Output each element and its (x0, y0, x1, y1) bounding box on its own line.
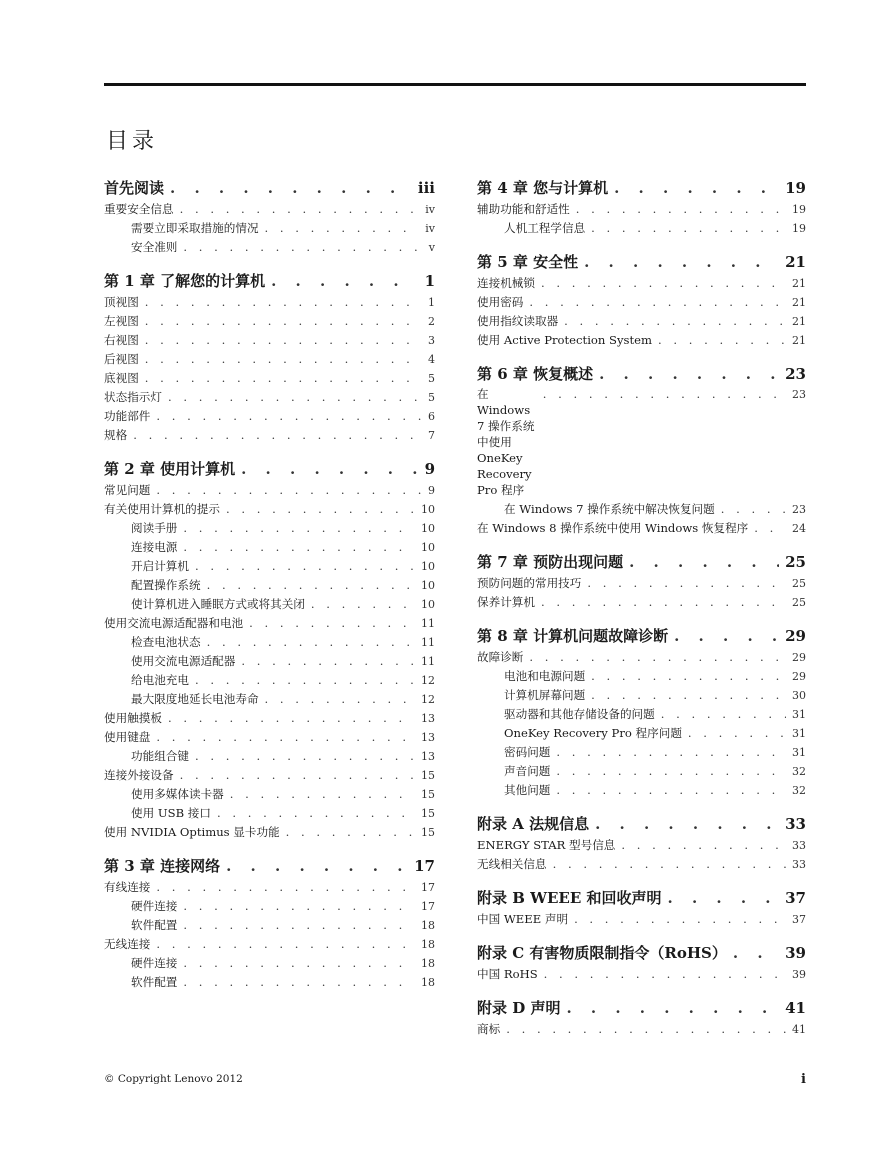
toc-entry-label: 连接机械锁 (477, 276, 535, 290)
dot-leader (156, 481, 422, 500)
dot-leader (621, 836, 786, 855)
toc-subentry[interactable] (104, 747, 435, 766)
toc-entry-label: 在 Windows 7 操作系统中解决恢复问题 (504, 502, 715, 516)
dot-leader (541, 274, 786, 293)
dot-leader (180, 766, 415, 785)
dot-leader (145, 293, 422, 312)
toc-page-number: 25 (785, 553, 806, 571)
toc-entry-label: 配置操作系统 (131, 578, 201, 592)
dot-leader (595, 812, 779, 836)
toc-subentry[interactable] (477, 724, 806, 743)
dot-leader (556, 743, 786, 762)
toc-subentry[interactable] (104, 238, 435, 257)
dot-leader (544, 965, 786, 984)
toc-entry-label: 使用交流电源适配器 (131, 654, 236, 668)
toc-page-number: iv (425, 203, 435, 216)
dot-leader (587, 574, 786, 593)
dot-leader (133, 426, 422, 445)
toc-entry-label: 第 5 章 安全性 (477, 253, 579, 271)
dot-leader (156, 878, 415, 897)
dot-leader (195, 747, 415, 766)
dot-leader (668, 886, 780, 910)
dot-leader (265, 219, 420, 238)
dot-leader (183, 519, 415, 538)
toc-page-number: 30 (792, 689, 806, 702)
dot-leader (556, 762, 786, 781)
toc-entry[interactable] (104, 369, 435, 388)
toc-page-number: 13 (421, 712, 435, 725)
dot-leader (629, 550, 779, 574)
toc-entry-label: 密码问题 (504, 745, 551, 759)
toc-entry[interactable] (477, 648, 806, 667)
toc-chapter-heading[interactable] (477, 812, 806, 836)
toc-subentry[interactable] (104, 804, 435, 823)
toc-page-number: 13 (421, 731, 435, 744)
toc-chapter-heading[interactable] (104, 176, 435, 200)
toc-entry-label: 连接电源 (131, 540, 178, 554)
toc-subentry[interactable] (104, 671, 435, 690)
toc-chapter-heading[interactable] (477, 250, 806, 274)
toc-page-number: 41 (792, 1023, 806, 1036)
toc-entry-label: 底视图 (104, 371, 139, 385)
toc-entry-label: 故障诊断 (477, 650, 524, 664)
dot-leader (556, 781, 786, 800)
toc-entry-label: 驱动器和其他存储设备的问题 (504, 707, 655, 721)
dot-leader (754, 519, 786, 538)
toc-entry-label: 左视图 (104, 314, 139, 328)
toc-right-column (477, 176, 806, 1039)
toc-page-number: 23 (792, 503, 806, 516)
toc-entry-label: 规格 (104, 428, 128, 442)
toc-entry-label: 第 7 章 预防出现问题 (477, 553, 624, 571)
toc-page-number: 10 (421, 560, 435, 573)
dot-leader (506, 1020, 786, 1039)
toc-subentry[interactable] (104, 576, 435, 595)
toc-entry-label: 功能组合键 (131, 749, 189, 763)
toc-entry[interactable] (104, 709, 435, 728)
toc-page-number: 25 (792, 577, 806, 590)
dot-leader (566, 996, 779, 1020)
toc-page-number: 33 (792, 858, 806, 871)
toc-entry-label: 阅读手册 (131, 521, 178, 535)
dot-leader (721, 500, 786, 519)
toc-page-number: 11 (421, 617, 435, 630)
toc-entry[interactable] (477, 386, 806, 500)
toc-page-number: 12 (421, 674, 435, 687)
toc-page-number: iv (425, 222, 435, 235)
toc-entry-label: 开启计算机 (131, 559, 189, 573)
toc-entry[interactable] (104, 500, 435, 519)
toc-page-number: 19 (785, 179, 806, 197)
toc-page-number: 18 (421, 919, 435, 932)
dot-leader (591, 667, 786, 686)
toc-entry-label: 使计算机进入睡眠方式或将其关闭 (131, 597, 305, 611)
toc-subentry[interactable] (104, 519, 435, 538)
toc-page-number: 19 (792, 203, 806, 216)
toc-entry[interactable] (104, 823, 435, 842)
toc-subentry[interactable] (477, 743, 806, 762)
dot-leader (265, 690, 415, 709)
dot-leader (168, 388, 422, 407)
toc-entry-label: 在 Windows 8 操作系统中使用 Windows 恢复程序 (477, 521, 749, 535)
toc-page-number: 15 (421, 807, 435, 820)
toc-subentry[interactable] (477, 705, 806, 724)
toc-page-number: 21 (792, 315, 806, 328)
toc-entry-label: 硬件连接 (131, 956, 178, 970)
toc-page-number: 10 (421, 598, 435, 611)
toc-page-number: 18 (421, 938, 435, 951)
toc-entry[interactable] (104, 388, 435, 407)
toc-page-number: iii (417, 179, 435, 197)
toc-subentry[interactable] (104, 219, 435, 238)
dot-leader (145, 331, 422, 350)
dot-leader (529, 293, 786, 312)
toc-page-number: 31 (792, 727, 806, 740)
toc-chapter-heading[interactable] (477, 550, 806, 574)
dot-leader (564, 312, 786, 331)
toc-page-number: 15 (421, 769, 435, 782)
dot-leader (183, 238, 422, 257)
toc-entry[interactable] (477, 293, 806, 312)
page-number: i (801, 1072, 806, 1087)
toc-page-number: 39 (792, 968, 806, 981)
toc-entry-label: 右视图 (104, 333, 139, 347)
toc-entry-label: 无线连接 (104, 937, 151, 951)
dot-leader (230, 785, 415, 804)
dot-leader (156, 935, 415, 954)
toc-entry[interactable] (104, 293, 435, 312)
dot-leader (183, 897, 415, 916)
dot-leader (217, 804, 415, 823)
toc-page-number: 11 (421, 655, 435, 668)
toc-entry-label: 在 Windows 7 操作系统中使用 OneKey Recovery Pro 程序 (477, 387, 535, 497)
toc-entry-label: 首先阅读 (104, 179, 165, 197)
toc-entry-label: 连接外接设备 (104, 768, 174, 782)
toc-entry-label: 顶视图 (104, 295, 139, 309)
toc-entry-label: 附录 C 有害物质限制指令（RoHS） (477, 944, 727, 962)
toc-page-number: 25 (792, 596, 806, 609)
toc-entry-label: 附录 D 声明 (477, 999, 561, 1017)
toc-page-number: 21 (792, 334, 806, 347)
toc-entry[interactable] (477, 519, 806, 538)
toc-entry-label: 第 3 章 连接网络 (104, 857, 221, 875)
toc-subentry[interactable] (477, 667, 806, 686)
toc-page-number: 32 (792, 765, 806, 778)
dot-leader (226, 854, 408, 878)
toc-subentry[interactable] (104, 897, 435, 916)
toc-page-number: 10 (421, 579, 435, 592)
toc-chapter-heading[interactable] (477, 941, 806, 965)
toc-page-number: 19 (792, 222, 806, 235)
toc-entry-label: ENERGY STAR 型号信息 (477, 838, 616, 852)
toc-chapter-heading[interactable] (104, 269, 435, 293)
toc-entry[interactable] (477, 200, 806, 219)
toc-subentry[interactable] (477, 686, 806, 705)
toc-entry-label: 第 6 章 恢复概述 (477, 365, 594, 383)
toc-page-number: 29 (792, 651, 806, 664)
dot-leader (591, 219, 786, 238)
toc-page-number: 10 (421, 503, 435, 516)
toc-page-number: 9 (428, 484, 435, 497)
toc-entry-label: 第 8 章 计算机问题故障诊断 (477, 627, 669, 645)
toc-entry-label: 辅助功能和舒适性 (477, 202, 570, 216)
toc-page-number: 21 (792, 296, 806, 309)
dot-leader (658, 331, 786, 350)
dot-leader (168, 709, 415, 728)
dot-leader (543, 386, 786, 402)
dot-leader (286, 823, 415, 842)
dot-leader (553, 855, 786, 874)
toc-entry[interactable] (477, 855, 806, 874)
toc-entry[interactable] (477, 910, 806, 929)
dot-leader (145, 312, 422, 331)
toc-subentry[interactable] (104, 785, 435, 804)
toc-entry[interactable] (104, 878, 435, 897)
toc-subentry[interactable] (104, 595, 435, 614)
toc-page-number: 29 (785, 627, 806, 645)
toc-chapter-heading[interactable] (104, 854, 435, 878)
toc-entry-label: 预防问题的常用技巧 (477, 576, 582, 590)
toc-entry-label: 使用触摸板 (104, 711, 162, 725)
toc-page-number: 15 (421, 788, 435, 801)
toc-subentry[interactable] (104, 690, 435, 709)
dot-leader (241, 652, 415, 671)
toc-entry[interactable] (477, 965, 806, 984)
toc-page-number: 41 (785, 999, 806, 1017)
toc-entry-label: 有线连接 (104, 880, 151, 894)
toc-entry-label: 第 4 章 您与计算机 (477, 179, 609, 197)
toc-entry-label: 计算机屏幕问题 (504, 688, 586, 702)
toc-subentry[interactable] (477, 762, 806, 781)
toc-page-number: 24 (792, 522, 806, 535)
toc-entry-label: 使用交流电源适配器和电池 (104, 616, 244, 630)
dot-leader (180, 200, 420, 219)
dot-leader (311, 595, 415, 614)
toc-page-number: 32 (792, 784, 806, 797)
dot-leader (170, 176, 412, 200)
toc-entry[interactable] (477, 331, 806, 350)
toc-page-number: 18 (421, 976, 435, 989)
toc-page-number: 5 (428, 391, 435, 404)
toc-page-number: 18 (421, 957, 435, 970)
toc-chapter-heading[interactable] (477, 624, 806, 648)
dot-leader (183, 538, 415, 557)
toc-page-number: 1 (428, 296, 435, 309)
dot-leader (271, 269, 418, 293)
toc-page-number: 9 (424, 460, 435, 478)
dot-leader (584, 250, 779, 274)
toc-entry-label: 无线相关信息 (477, 857, 547, 871)
top-rule (104, 83, 806, 86)
toc-page-number: 1 (424, 272, 435, 290)
dot-leader (145, 350, 422, 369)
toc-chapter-heading[interactable] (104, 457, 435, 481)
toc-page-number: 17 (421, 900, 435, 913)
dot-leader (207, 633, 415, 652)
toc-entry-label: 商标 (477, 1022, 501, 1036)
toc-entry[interactable] (477, 593, 806, 612)
toc-page-number: v (428, 241, 435, 254)
toc-entry-label: 声音问题 (504, 764, 551, 778)
dot-leader (195, 557, 415, 576)
toc-entry-label: 保养计算机 (477, 595, 535, 609)
dot-leader (195, 671, 415, 690)
toc-entry-label: 软件配置 (131, 975, 178, 989)
toc-chapter-heading[interactable] (477, 176, 806, 200)
toc-entry-label: 附录 B WEEE 和回收声明 (477, 889, 662, 907)
toc-entry[interactable] (104, 200, 435, 219)
toc-entry-label: 功能部件 (104, 409, 151, 423)
toc-page-number: 11 (421, 636, 435, 649)
toc-entry[interactable] (477, 574, 806, 593)
toc-page-number: 5 (428, 372, 435, 385)
toc-entry-label: 第 1 章 了解您的计算机 (104, 272, 266, 290)
toc-entry-label: 常见问题 (104, 483, 151, 497)
toc-page-number: 15 (421, 826, 435, 839)
toc-entry[interactable] (104, 766, 435, 785)
toc-entry-label: 后视图 (104, 352, 139, 366)
toc-entry-label: 中国 RoHS (477, 967, 538, 981)
toc-page-number: 13 (421, 750, 435, 763)
toc-page-number: 33 (785, 815, 806, 833)
toc-entry-label: 使用键盘 (104, 730, 151, 744)
page-title: 目录 (106, 129, 159, 154)
toc-page-number: 4 (428, 353, 435, 366)
toc-entry-label: 中国 WEEE 声明 (477, 912, 569, 926)
toc-page-number: 10 (421, 522, 435, 535)
toc-page-number: 17 (414, 857, 435, 875)
copyright-notice: © Copyright Lenovo 2012 (104, 1073, 243, 1085)
dot-leader (249, 614, 415, 633)
toc-entry-label: 状态指示灯 (104, 390, 162, 404)
toc-page-number: 12 (421, 693, 435, 706)
toc-subentry[interactable] (104, 557, 435, 576)
toc-page-number: 31 (792, 746, 806, 759)
toc-subentry[interactable] (104, 916, 435, 935)
toc-entry-label: 软件配置 (131, 918, 178, 932)
dot-leader (241, 457, 418, 481)
toc-page-number: 10 (421, 541, 435, 554)
toc-entry[interactable] (477, 836, 806, 855)
toc-entry[interactable] (104, 728, 435, 747)
toc-entry-label: 使用密码 (477, 295, 524, 309)
dot-leader (156, 728, 415, 747)
toc-entry-label: 最大限度地延长电池寿命 (131, 692, 259, 706)
toc-entry[interactable] (104, 331, 435, 350)
dot-leader (226, 500, 415, 519)
dot-leader (661, 705, 786, 724)
toc-page-number: 3 (428, 334, 435, 347)
dot-leader (599, 362, 779, 386)
dot-leader (674, 624, 779, 648)
toc-entry[interactable] (104, 614, 435, 633)
toc-entry[interactable] (477, 312, 806, 331)
toc-chapter-heading[interactable] (477, 996, 806, 1020)
toc-page-number: 7 (428, 429, 435, 442)
toc-page-number: 6 (428, 410, 435, 423)
toc-chapter-heading[interactable] (477, 886, 806, 910)
toc-subentry[interactable] (104, 633, 435, 652)
dot-leader (591, 686, 786, 705)
toc-entry-label: 人机工程学信息 (504, 221, 586, 235)
toc-subentry[interactable] (477, 500, 806, 519)
toc-entry-label: 其他问题 (504, 783, 551, 797)
toc-entry-label: 使用 USB 接口 (131, 806, 211, 820)
toc-subentry[interactable] (104, 538, 435, 557)
toc-entry-label: 使用指纹读取器 (477, 314, 559, 328)
toc-page-number: 23 (792, 388, 806, 401)
toc-entry[interactable] (104, 407, 435, 426)
dot-leader (688, 724, 786, 743)
toc-entry[interactable] (104, 312, 435, 331)
toc-entry-label: 硬件连接 (131, 899, 178, 913)
toc-page-number: 21 (785, 253, 806, 271)
toc-entry[interactable] (477, 274, 806, 293)
toc-entry-label: 需要立即采取措施的情况 (131, 221, 259, 235)
toc-subentry[interactable] (104, 973, 435, 992)
toc-page-number: 39 (785, 944, 806, 962)
toc-entry-label: 使用 NVIDIA Optimus 显卡功能 (104, 825, 280, 839)
toc-page-number: 31 (792, 708, 806, 721)
toc-entry[interactable] (104, 426, 435, 445)
dot-leader (183, 954, 415, 973)
dot-leader (733, 941, 779, 965)
toc-page-number: 17 (421, 881, 435, 894)
dot-leader (614, 176, 779, 200)
toc-entry-label: 安全准则 (131, 240, 178, 254)
toc-entry-label: 电池和电源问题 (504, 669, 586, 683)
toc-page-number: 2 (428, 315, 435, 328)
toc-entry[interactable] (477, 1020, 806, 1039)
toc-subentry[interactable] (104, 652, 435, 671)
toc-entry[interactable] (104, 935, 435, 954)
dot-leader (576, 200, 786, 219)
toc-entry-label: 使用多媒体读卡器 (131, 787, 224, 801)
toc-page-number: 37 (792, 913, 806, 926)
toc-page-number: 37 (785, 889, 806, 907)
toc-entry-label: OneKey Recovery Pro 程序问题 (504, 726, 682, 740)
toc-entry-label: 有关使用计算机的提示 (104, 502, 220, 516)
toc-entry-label: 第 2 章 使用计算机 (104, 460, 236, 478)
toc-subentry[interactable] (477, 781, 806, 800)
dot-leader (156, 407, 422, 426)
toc-left-column (104, 176, 435, 992)
toc-page-number: 29 (792, 670, 806, 683)
toc-entry-label: 重要安全信息 (104, 202, 174, 216)
dot-leader (183, 916, 415, 935)
toc-subentry[interactable] (104, 954, 435, 973)
toc-page-number: 21 (792, 277, 806, 290)
toc-page-number: 23 (785, 365, 806, 383)
toc-entry-label: 检查电池状态 (131, 635, 201, 649)
toc-subentry[interactable] (477, 219, 806, 238)
dot-leader (183, 973, 415, 992)
dot-leader (541, 593, 786, 612)
toc-entry[interactable] (104, 481, 435, 500)
dot-leader (529, 648, 786, 667)
toc-entry-label: 给电池充电 (131, 673, 189, 687)
toc-page-number: 33 (792, 839, 806, 852)
dot-leader (207, 576, 415, 595)
toc-entry-label: 附录 A 法规信息 (477, 815, 590, 833)
dot-leader (574, 910, 786, 929)
toc-chapter-heading[interactable] (477, 362, 806, 386)
toc-entry[interactable] (104, 350, 435, 369)
dot-leader (145, 369, 422, 388)
toc-entry-label: 使用 Active Protection System (477, 333, 652, 347)
